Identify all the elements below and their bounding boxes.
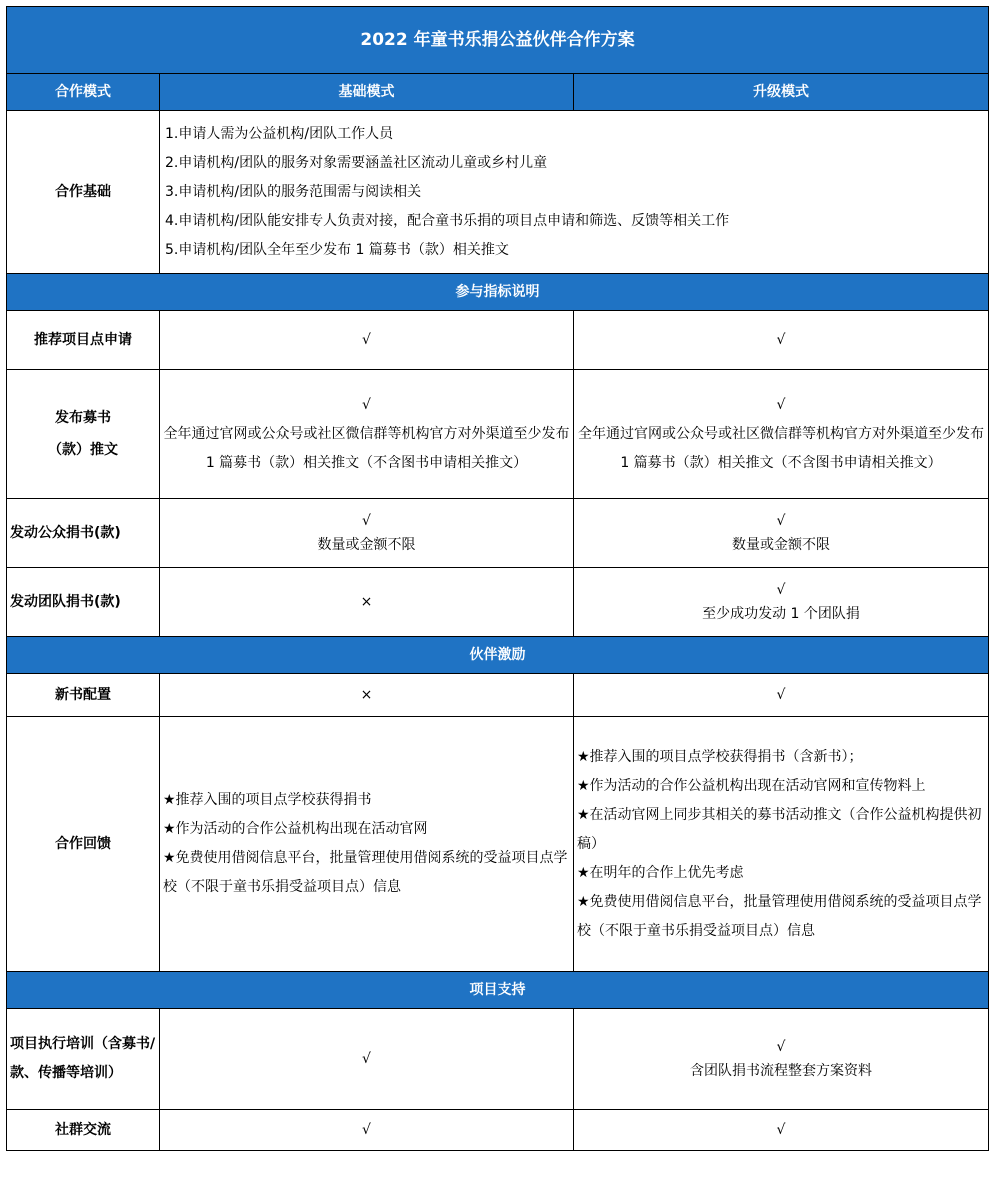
header-mode: 合作模式 [7, 74, 160, 111]
team-donation-row [7, 568, 989, 637]
new-books-label: 新书配置 [7, 674, 160, 717]
training-row [7, 1009, 989, 1110]
basis-item: 1.申请人需为公益机构/团队工作人员 [165, 125, 394, 142]
feedback-upgrade [574, 717, 989, 972]
publish-label: 发布募书 （款）推文 [7, 370, 160, 499]
header-row [7, 74, 989, 111]
training-upgrade: √ 含团队捐书流程整套方案资料 [574, 1009, 989, 1110]
new-books-basic: × [160, 674, 574, 717]
basis-row [7, 111, 989, 274]
training-label: 项目执行培训（含募书/款、传播等培训） [7, 1009, 160, 1110]
feedback-item: ★推荐入围的项目点学校获得捐书 [163, 792, 372, 808]
public-donation-label: 发动公众捐书(款) [7, 499, 160, 568]
basis-item: 2.申请机构/团队的服务对象需要涵盖社区流动儿童或乡村儿童 [165, 154, 548, 171]
feedback-item: ★在明年的合作上优先考虑 [577, 864, 744, 881]
team-donation-label: 发动团队捐书(款) [7, 568, 160, 637]
section-incentive: 伙伴激励 [7, 637, 989, 674]
recommend-upgrade: √ [574, 311, 989, 370]
feedback-item: ★推荐入围的项目点学校获得捐书（含新书）； [577, 748, 863, 765]
section-participation: 参与指标说明 [7, 274, 989, 311]
publish-upgrade [574, 370, 989, 499]
feedback-item: ★免费使用借阅信息平台，批量管理使用借阅系统的受益项目点学校（不限于童书乐捐受益项目点）信息 [163, 850, 568, 895]
community-row [7, 1110, 989, 1151]
section-support: 项目支持 [7, 972, 989, 1009]
basis-content [160, 111, 989, 274]
check-mark: √ [776, 513, 786, 529]
new-books-upgrade: √ [574, 674, 989, 717]
community-label: 社群交流 [7, 1110, 160, 1151]
check-mark: √ [776, 582, 786, 598]
header-basic-mode: 基础模式 [160, 74, 574, 111]
cooperation-plan-table [6, 6, 989, 1151]
check-mark: √ [776, 1039, 786, 1055]
team-donation-upgrade: √ 至少成功发动 1 个团队捐 [574, 568, 989, 637]
feedback-item: ★作为活动的合作公益机构出现在活动官网 [163, 821, 428, 837]
publish-row [7, 370, 989, 499]
community-upgrade: √ [574, 1110, 989, 1151]
training-basic: √ [160, 1009, 574, 1110]
basis-item: 5.申请机构/团队全年至少发布 1 篇募书（款）相关推文 [165, 241, 509, 258]
team-donation-basic: × [160, 568, 574, 637]
publish-basic [160, 370, 574, 499]
recommend-label: 推荐项目点申请 [7, 311, 160, 370]
feedback-basic [160, 717, 574, 972]
public-donation-upgrade: √ 数量或金额不限 [574, 499, 989, 568]
feedback-item: ★作为活动的合作公益机构出现在活动官网和宣传物料上 [577, 777, 926, 794]
feedback-item: ★在活动官网上同步其相关的募书活动推文（合作公益机构提供初稿） [577, 806, 982, 852]
publish-upgrade-text: 全年通过官网或公众号或社区微信群等机构官方对外渠道至少发布 1 篇募书（款）相关推文（不含图书申请相关推文） [578, 425, 985, 471]
community-basic: √ [160, 1110, 574, 1151]
check-mark: √ [362, 513, 371, 529]
basis-item: 3.申请机构/团队的服务范围需与阅读相关 [165, 183, 422, 200]
check-mark: √ [776, 396, 786, 413]
public-donation-basic: √ 数量或金额不限 [160, 499, 574, 568]
basis-label: 合作基础 [7, 111, 160, 274]
feedback-row [7, 717, 989, 972]
public-donation-row [7, 499, 989, 568]
feedback-label: 合作回馈 [7, 717, 160, 972]
check-mark: √ [362, 396, 371, 413]
new-books-row [7, 674, 989, 717]
feedback-item: ★免费使用借阅信息平台，批量管理使用借阅系统的受益项目点学校（不限于童书乐捐受益项目点）信息 [577, 893, 982, 939]
publish-basic-text: 全年通过官网或公众号或社区微信群等机构官方对外渠道至少发布 1 篇募书（款）相关推文（不含图书申请相关推文） [163, 425, 570, 471]
header-upgrade-mode: 升级模式 [574, 74, 989, 111]
basis-item: 4.申请机构/团队能安排专人负责对接，配合童书乐捐的项目点申请和筛选、反馈等相关工作 [165, 212, 730, 229]
recommend-row [7, 311, 989, 370]
table-title: 2022 年童书乐捐公益伙伴合作方案 [7, 7, 989, 74]
recommend-basic: √ [160, 311, 574, 370]
